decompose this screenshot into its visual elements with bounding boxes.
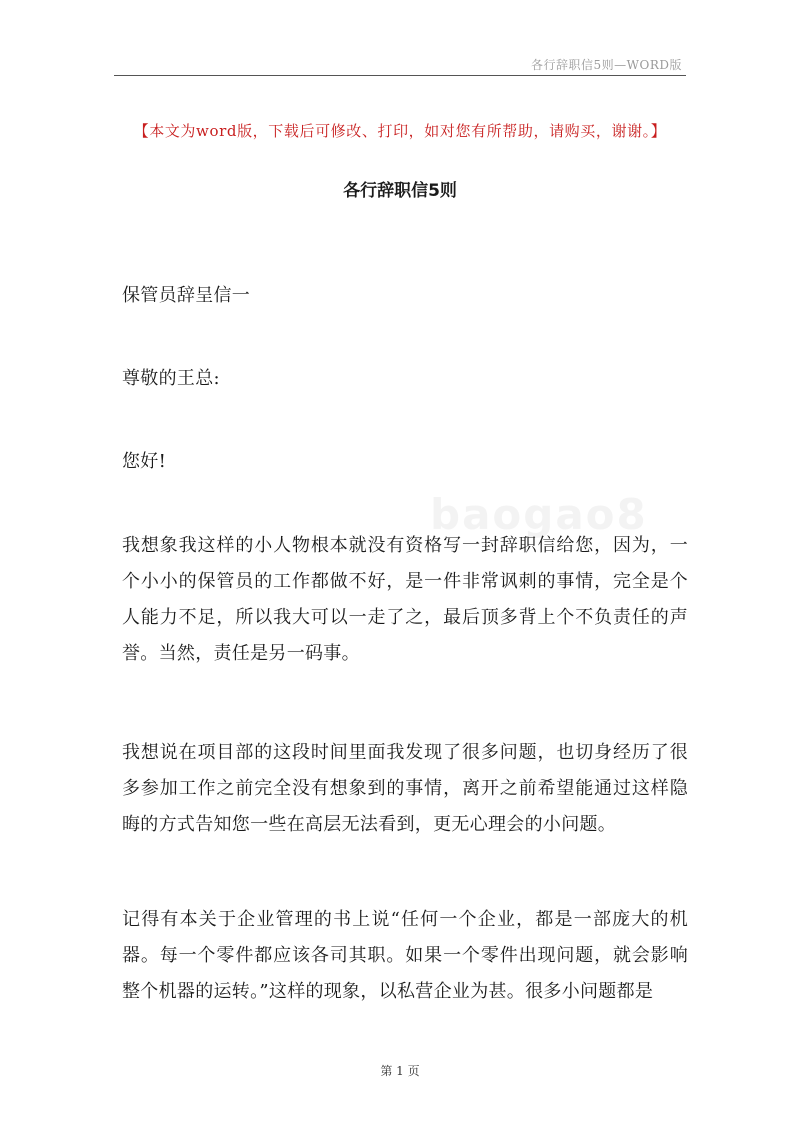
body-paragraph: 记得有本关于企业管理的书上说“任何一个企业，都是一部庞大的机器。每一个零件都应该各司其职。如果一个零件出现问题，就会影响整个机器的运转。”这样的现象，以私营企业为甚。很多小问题都是 — [122, 909, 688, 1002]
page-title: 各行辞职信5则 — [343, 181, 457, 201]
watermark: baogao8 — [430, 490, 648, 539]
salutation: 尊敬的王总: — [122, 368, 220, 389]
page-number: 第 1 页 — [380, 1064, 420, 1078]
download-notice: 【本文为word版，下载后可修改、打印，如对您有所帮助，请购买，谢谢。】 — [133, 122, 667, 140]
greeting: 您好! — [122, 451, 167, 472]
body-paragraph: 我想象我这样的小人物根本就没有资格写一封辞职信给您，因为，一个小小的保管员的工作都做不好，是一件非常讽刺的事情，完全是个人能力不足，所以我大可以一走了之，最后顶多背上个不负责任的声誉。当然，责任是另一码事。 — [122, 535, 688, 664]
body-paragraph: 我想说在项目部的这段时间里面我发现了很多问题，也切身经历了很多参加工作之前完全没有想象到的事情，离开之前希望能通过这样隐晦的方式告知您一些在高层无法看到，更无心理会的小问题。 — [122, 742, 688, 835]
running-header: 各行辞职信5则—WORD版 — [531, 58, 682, 72]
section-heading: 保管员辞呈信一 — [122, 285, 251, 306]
header-rule — [114, 75, 686, 76]
